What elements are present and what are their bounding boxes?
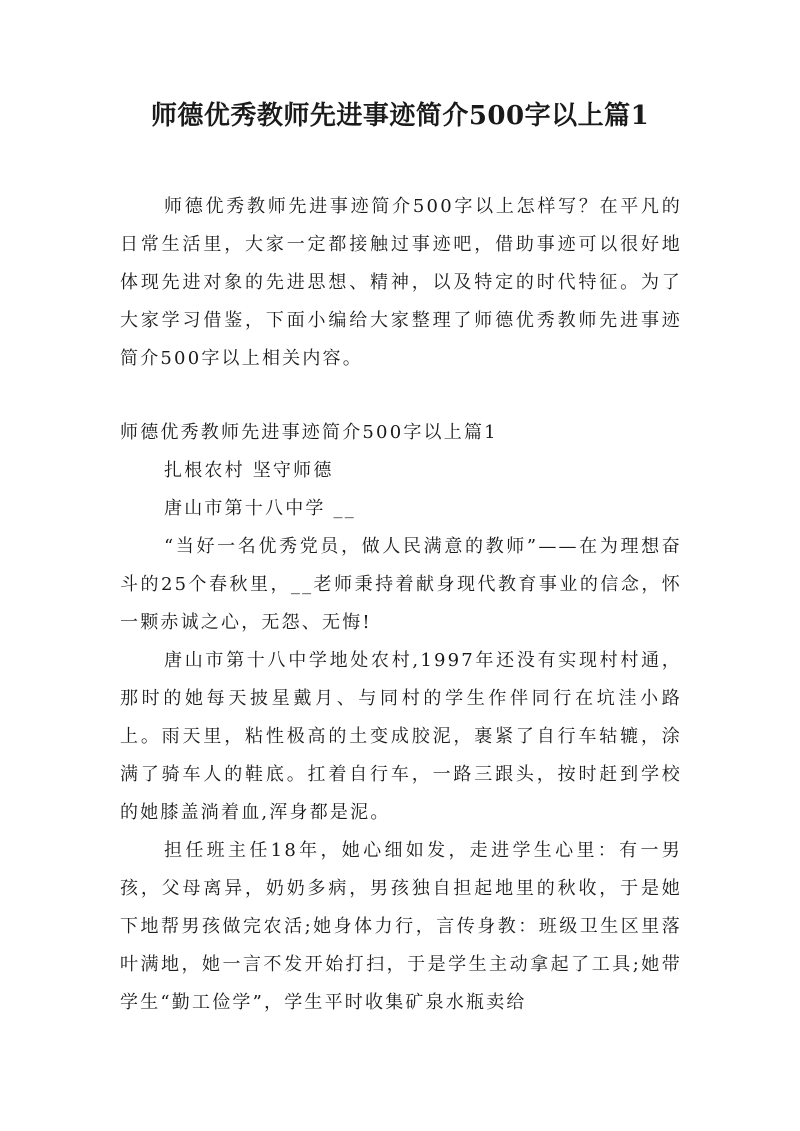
section-heading: 师德优秀教师先进事迹简介500字以上篇1 xyxy=(120,422,498,443)
body-paragraph: 唐山市第十八中学地处农村,1997年还没有实现村村通，那时的她每天披星戴月、与同村的学生作伴同行在坑洼小路上。雨天里，粘性极高的土变成胶泥，裹紧了自行车轱辘，涂满了骑车人的鞋底。扛着自行车，一路三跟头，按时赶到学校的她膝盖淌着血,浑身都是泥。 xyxy=(120,650,682,823)
article-subtitle: 扎根农村 坚守师德 xyxy=(164,460,334,481)
body-paragraph: “当好一名优秀党员，做人民满意的教师”——在为理想奋斗的25个春秋里，__老师秉持着献身现代教育事业的信念，怀一颗赤诚之心，无怨、无悔! xyxy=(120,536,682,633)
intro-paragraph: 师德优秀教师先进事迹简介500字以上怎样写？在平凡的日常生活里，大家一定都接触过事迹吧，借助事迹可以很好地体现先进对象的先进思想、精神，以及特定的时代特征。为了大家学习借鉴，下面小编给大家整理了师德优秀教师先进事迹简介500字以上相关内容。 xyxy=(120,196,682,369)
school-line: 唐山市第十八中学 __ xyxy=(164,498,356,519)
document-title: 师德优秀教师先进事迹简介500字以上篇1 xyxy=(150,101,650,131)
article-body xyxy=(120,414,682,1022)
body-paragraph: 担任班主任18年，她心细如发，走进学生心里：有一男孩，父母离异，奶奶多病，男孩独自担起地里的秋收，于是她下地帮男孩做完农活;她身体力行，言传身教：班级卫生区里落叶满地，她一言不发开始打扫，于是学生主动拿起了工具;她带学生“勤工俭学”，学生平时收集矿泉水瓶卖给 xyxy=(120,840,682,1013)
intro-block xyxy=(120,188,682,378)
